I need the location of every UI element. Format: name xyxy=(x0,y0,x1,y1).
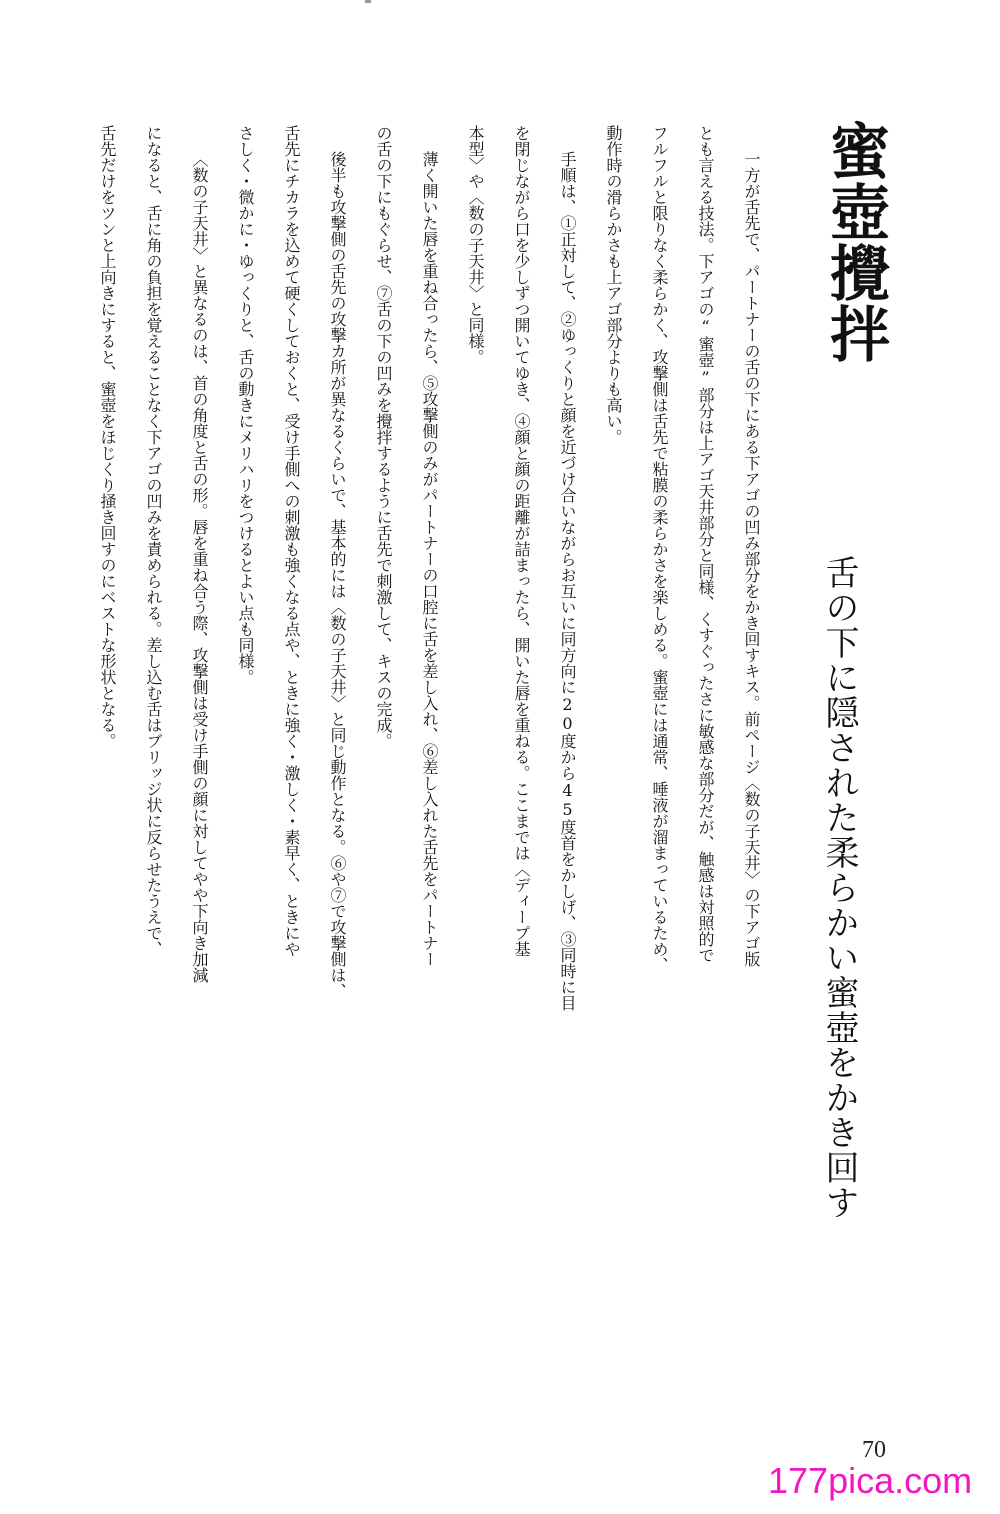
body-line: になると、舌に角の負担を覚えることなく下アゴの凹みを責められる。差し込む舌はブリッジ状に反らせたうえで、 xyxy=(144,125,163,957)
body-line: を閉じながら口を少しずつ開いてゆき、④顔と顔の距離が詰まったら、開いた唇を重ねる。ここまでは〈ディープ基 xyxy=(512,125,531,957)
body-line: さしく・微かに・ゆっくりと、舌の動きにメリハリをつけるとよい点も同様。 xyxy=(236,125,255,685)
body-line: 後半も攻撃側の舌先の攻撃カ所が異なるくらいで、基本的には〈数の子天井〉と同じ動作となる。⑥や⑦で攻撃側は、 xyxy=(328,151,347,999)
body-line: 本型〉や〈数の子天井〉と同様。 xyxy=(466,125,485,365)
body-line: とも言える技法。下アゴの“蜜壺”部分は上アゴ天井部分と同様、くすぐったさに敏感な部分だが、触感は対照的で xyxy=(696,125,715,963)
page-number: 70 xyxy=(862,1437,886,1463)
article-title: 蜜壺攪拌 xyxy=(820,120,890,364)
body-line: の舌の下にもぐらせ、⑦舌の下の凹みを攪拌するように舌先で刺激して、キスの完成。 xyxy=(374,125,393,749)
article-subtitle: 舌の下に隠された柔らかい蜜壺をかき回す xyxy=(819,555,859,1220)
page-tick-mark xyxy=(365,0,371,3)
body-line: 舌先だけをツンと上向きにすると、蜜壺をほじくり掻き回すのにベストな形状となる。 xyxy=(98,125,117,749)
body-line: 〈数の子天井〉と異なるのは、首の角度と舌の形。唇を重ね合う際、攻撃側は受け手側の顔に対してやや下向き加減 xyxy=(190,151,209,983)
body-line: 一方が舌先で、パートナーの舌の下にある下アゴの凹み部分をかき回すキス。前ページ〈数の子天井〉の下アゴ版 xyxy=(742,151,761,967)
watermark-link[interactable]: 177pica.com xyxy=(768,1460,973,1501)
body-line: フルフルと限りなく柔らかく、攻撃側は舌先で粘膜の柔らかさを楽しめる。蜜壺には通常、唾液が溜まっているため、 xyxy=(650,125,669,973)
body-line: 手順は、①正対して、②ゆっくりと顔を近づけ合いながらお互いに同方向に20度から45度首をかしげ、③同時に目 xyxy=(558,151,577,1011)
body-line: 薄く開いた唇を重ね合ったら、⑤攻撃側のみがパートナーの口腔に舌を差し入れ、⑥差し入れた舌先をパートナー xyxy=(420,151,439,967)
body-line: 動作時の滑らかさも上アゴ部分よりも高い。 xyxy=(604,125,623,445)
body-line: 舌先にチカラを込めて硬くしておくと、受け手側への刺激も強くなる点や、ときに強く・激しく・素早く、ときにや xyxy=(282,125,301,957)
article-body xyxy=(98,125,763,1435)
